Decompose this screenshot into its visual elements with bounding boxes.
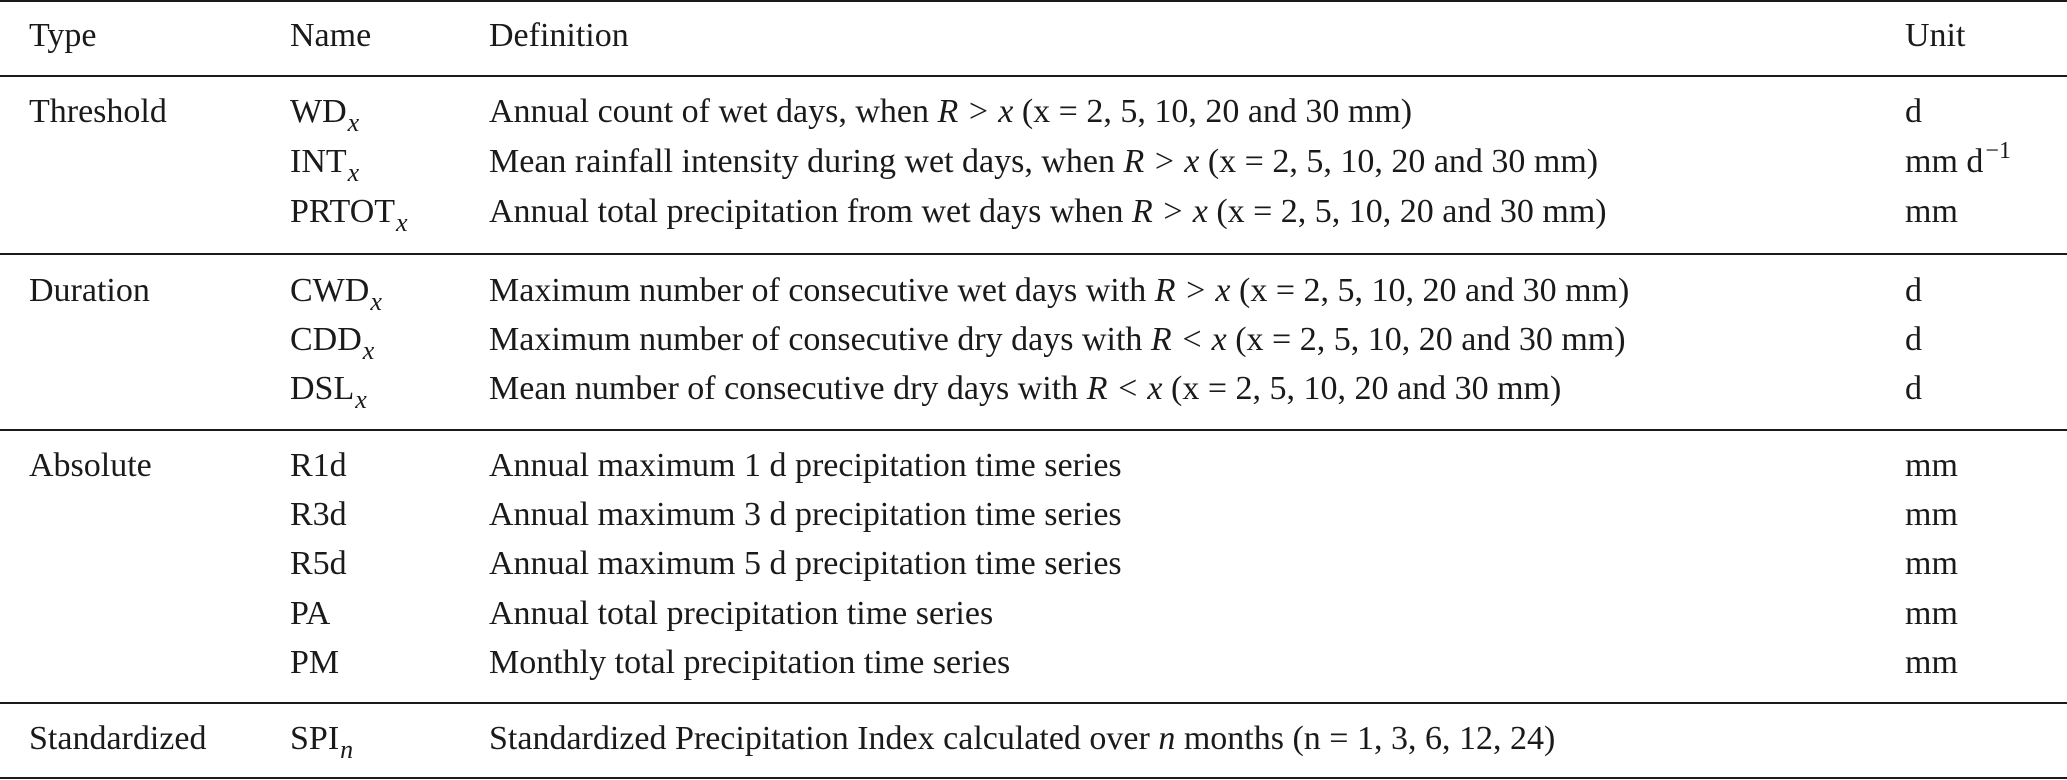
row-unit: mm bbox=[1905, 193, 1958, 230]
row-name: PA bbox=[290, 595, 331, 632]
header-rule bbox=[0, 75, 2067, 77]
row-name: R1d bbox=[290, 447, 347, 484]
row-definition: Annual count of wet days, when R > x (x = 2, 5, 10, 20 and 30 mm) bbox=[489, 93, 1413, 130]
group-type-threshold: Threshold bbox=[29, 93, 167, 130]
top-rule bbox=[0, 0, 2067, 2]
row-definition: Annual total precipitation from wet days when R > x (x = 2, 5, 10, 20 and 30 mm) bbox=[489, 193, 1607, 230]
row-name: $PRTOT_x$ bbox=[290, 193, 408, 237]
row-name: R3d bbox=[290, 496, 347, 533]
row-definition: Monthly total precipitation time series bbox=[489, 644, 1011, 681]
row-definition: Maximum number of consecutive dry days with R < x (x = 2, 5, 10, 20 and 30 mm) bbox=[489, 321, 1626, 358]
row-unit: d bbox=[1905, 272, 1922, 309]
header-unit: Unit bbox=[1905, 17, 1966, 54]
row-name: $INT_x$ bbox=[290, 143, 360, 187]
row-definition: Maximum number of consecutive wet days with R > x (x = 2, 5, 10, 20 and 30 mm) bbox=[489, 272, 1630, 309]
row-name: $CWD_x$ bbox=[290, 272, 382, 316]
row-unit: mm bbox=[1905, 447, 1958, 484]
row-unit: mm bbox=[1905, 595, 1958, 632]
row-unit: mm $d^{-1}$ bbox=[1905, 138, 2011, 180]
row-unit: d bbox=[1905, 93, 1922, 130]
row-unit: d bbox=[1905, 321, 1922, 358]
group-type-absolute: Absolute bbox=[29, 447, 152, 484]
row-definition: Annual maximum 5 d precipitation time series bbox=[489, 545, 1122, 582]
group-rule bbox=[0, 429, 2067, 431]
row-name: $SPI_n$ bbox=[290, 720, 354, 764]
row-definition: Annual total precipitation time series bbox=[489, 595, 994, 632]
header-definition: Definition bbox=[489, 17, 629, 54]
group-type-duration: Duration bbox=[29, 272, 150, 309]
row-definition: Mean number of consecutive dry days with R < x (x = 2, 5, 10, 20 and 30 mm) bbox=[489, 370, 1562, 407]
row-name: $DSL_x$ bbox=[290, 370, 367, 414]
row-definition: Mean rainfall intensity during wet days, when R > x (x = 2, 5, 10, 20 and 30 mm) bbox=[489, 143, 1599, 180]
row-definition: Annual maximum 3 d precipitation time series bbox=[489, 496, 1122, 533]
header-name: Name bbox=[290, 17, 372, 54]
group-rule bbox=[0, 253, 2067, 255]
bottom-rule bbox=[0, 777, 2067, 779]
row-name: R5d bbox=[290, 545, 347, 582]
row-name: PM bbox=[290, 644, 340, 681]
group-rule bbox=[0, 702, 2067, 704]
group-type-standardized: Standardized bbox=[29, 720, 207, 757]
row-definition: Standardized Precipitation Index calculated over n months (n = 1, 3, 6, 12, 24) bbox=[489, 720, 1556, 757]
row-unit: mm bbox=[1905, 644, 1958, 681]
row-unit: mm bbox=[1905, 496, 1958, 533]
row-name: $CDD_x$ bbox=[290, 321, 375, 365]
row-name: $WD_x$ bbox=[290, 93, 360, 137]
row-unit: mm bbox=[1905, 545, 1958, 582]
row-definition: Annual maximum 1 d precipitation time series bbox=[489, 447, 1122, 484]
header-type: Type bbox=[29, 17, 97, 54]
row-unit: d bbox=[1905, 370, 1922, 407]
